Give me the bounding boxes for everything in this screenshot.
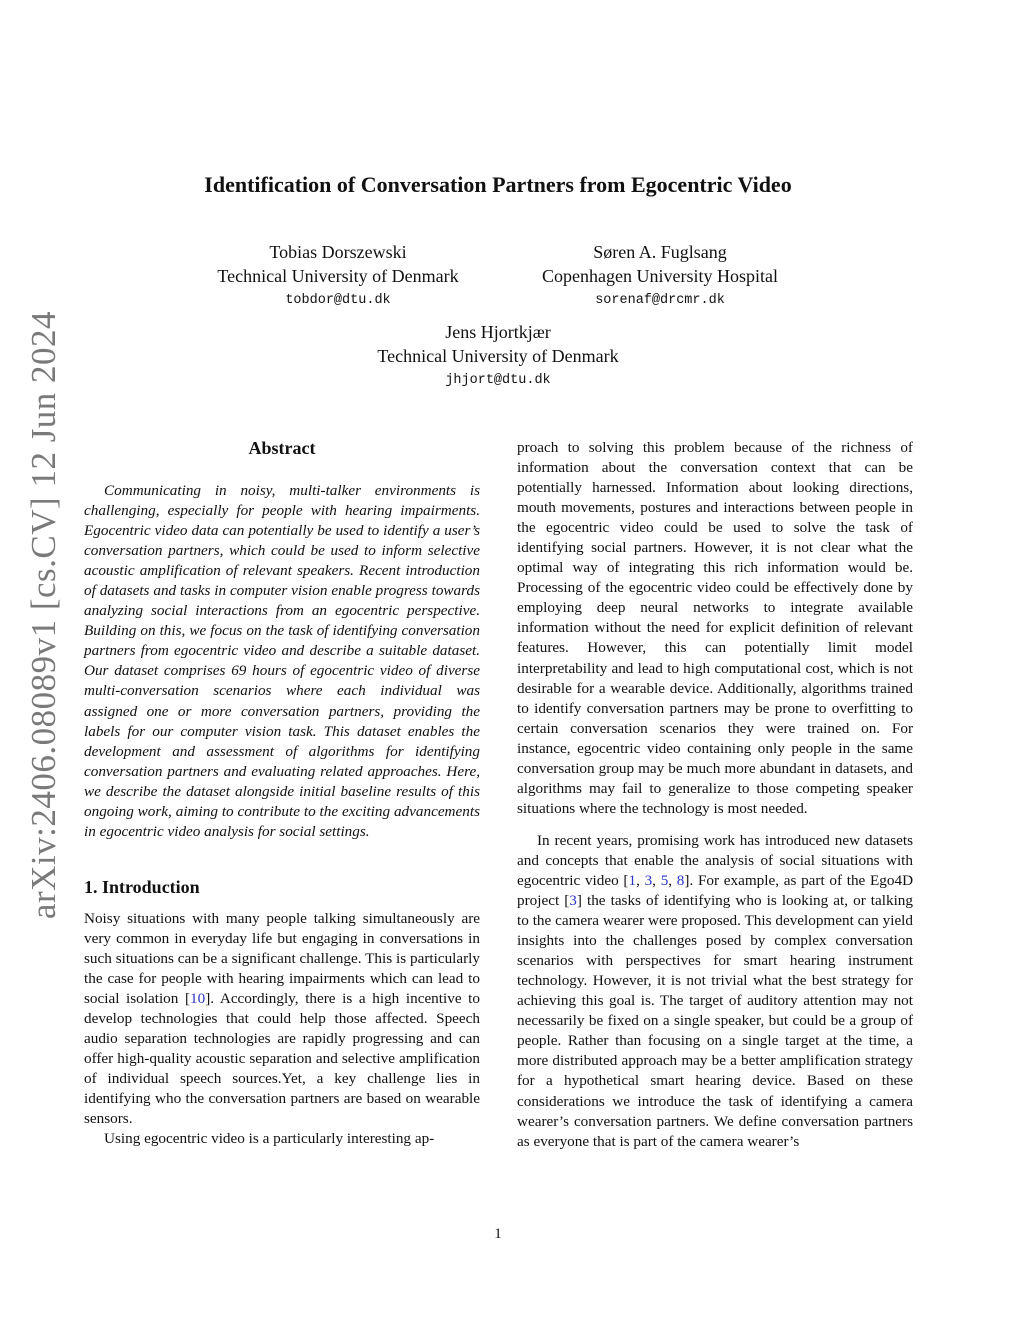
introduction-heading: 1. Introduction (84, 876, 200, 897)
author-email[interactable]: tobdor@dtu.dk (285, 293, 391, 308)
author-name: Søren A. Fuglsang (593, 242, 727, 262)
citation-link[interactable]: 8 (676, 871, 685, 889)
intro-text: ]. Accordingly, there is a high incentive to develop technologies that could help those affected. Speech audio separation technologies are rapidly progressing and can offer high-quality acoustic separation and selective amplification of individual speech sources.Yet, a key challenge lies in identifying who the conversation partners are based on wearable sensors. (84, 990, 480, 1128)
author-name: Jens Hjortkjær (445, 322, 551, 342)
page-number: 1 (494, 1226, 502, 1242)
intro-text: Noisy situations with many people talking simultaneously are very common in everyday life but engaging in conversations in such situations can be a significant challenge. This is particularly the case for people with hearing impairments which can lead to social isolation [ (84, 909, 480, 1008)
left-column (84, 436, 480, 1149)
author-email[interactable]: sorenaf@drcmr.dk (595, 293, 725, 308)
citation-link[interactable]: 10 (190, 990, 206, 1008)
abstract-heading: Abstract (248, 438, 316, 458)
separator: , (652, 871, 661, 889)
citation-link[interactable]: 3 (644, 871, 653, 889)
separator: , (636, 871, 645, 889)
author-block (188, 240, 488, 314)
intro-paragraph (84, 909, 480, 1130)
intro-paragraph: Using egocentric video is a particularly interesting ap- (104, 1130, 435, 1148)
intro-text: In recent years, promising work has introduced new datasets and concepts that enable the analysis of social situations with egocentric video [ (517, 831, 913, 889)
author-block (510, 240, 810, 314)
author-affiliation: Technical University of Denmark (217, 266, 459, 286)
intro-paragraph (517, 831, 913, 1152)
citation-link[interactable]: 5 (660, 871, 669, 889)
intro-paragraph-continued: proach to solving this problem because of the richness of information about the conversation context that can be potentially harnessed. Information about looking directions, mouth movements, postures and interactions between people in the egocentric video could be used to solve the task of identifying social partners. However, it is not clear what the optimal way of integrating this rich information would be. Processing of the egocentric video could be effectively done by employing deep neural networks to integrate available information without the need for explicit definition of relevant features. However, this can potentially limit model interpretability and lead to high computational cost, which is not desirable for a wearable device. Additionally, algorithms trained to identify conversation partners may be prone to overfitting to certain conversation scenarios they were trained on. For instance, egocentric video containing only people in the same conversation group may be much more abundant in datasets, and algorithms may fail to generalize to those competing speaker situations where the technology is most needed. (517, 439, 913, 817)
intro-text: ] the tasks of identifying who is looking at, or talking to the camera wearer were proposed. This development can yield insights into the challenges posed by complex conversation scenarios with perspectives for smart hearing instrument technology. However, it is not trivial what the best strategy for achieving this goal is. The target of auditory attention may not necessarily be fixed on a single speaker, but could be a group of people. Rather than focusing on a single target at the time, a more distributed approach may be a better amplification strategy for a hypothetical smart hearing device. Based on these considerations we introduce the task of identifying a camera wearer’s conversation partners. We define conversation partners as everyone that is part of the camera wearer’s (517, 892, 913, 1150)
author-affiliation: Technical University of Denmark (377, 346, 619, 366)
paper-title: Identification of Conversation Partners from Egocentric Video (204, 172, 792, 197)
abstract-text: Communicating in noisy, multi-talker environments is challenging, especially for people with hearing impairments. Egocentric video data can potentially be used to identify a user’s conversation partners, which could be used to inform selective acoustic amplification of relevant speakers. Recent introduction of datasets and tasks in computer vision enable progress towards analyzing social interactions from an egocentric perspective. Building on this, we focus on the task of identifying conversation partners from egocentric video and describe a suitable dataset. Our dataset comprises 69 hours of egocentric video of diverse multi-conversation scenarios where each individual was assigned one or more conversation partners, providing the labels for our computer vision task. This dataset enables the development and assessment of algorithms for identifying conversation partners and evaluating related approaches. Here, we describe the dataset alongside initial baseline results of this ongoing work, aiming to contribute to the exciting advancements in egocentric video analysis for social settings. (84, 482, 480, 840)
citation-link[interactable]: 1 (628, 871, 637, 889)
author-name: Tobias Dorszewski (269, 242, 407, 262)
intro-text: ]. For example, as part of the Ego4D project [ (517, 871, 914, 910)
arxiv-stamp[interactable]: arXiv:2406.08089v1 [cs.CV] 12 Jun 2024 (24, 310, 63, 920)
author-block (348, 320, 648, 394)
separator: , (668, 871, 677, 889)
author-email[interactable]: jhjort@dtu.dk (445, 373, 551, 388)
right-column (517, 438, 913, 1152)
citation-link[interactable]: 3 (569, 892, 577, 910)
author-affiliation: Copenhagen University Hospital (542, 266, 778, 286)
